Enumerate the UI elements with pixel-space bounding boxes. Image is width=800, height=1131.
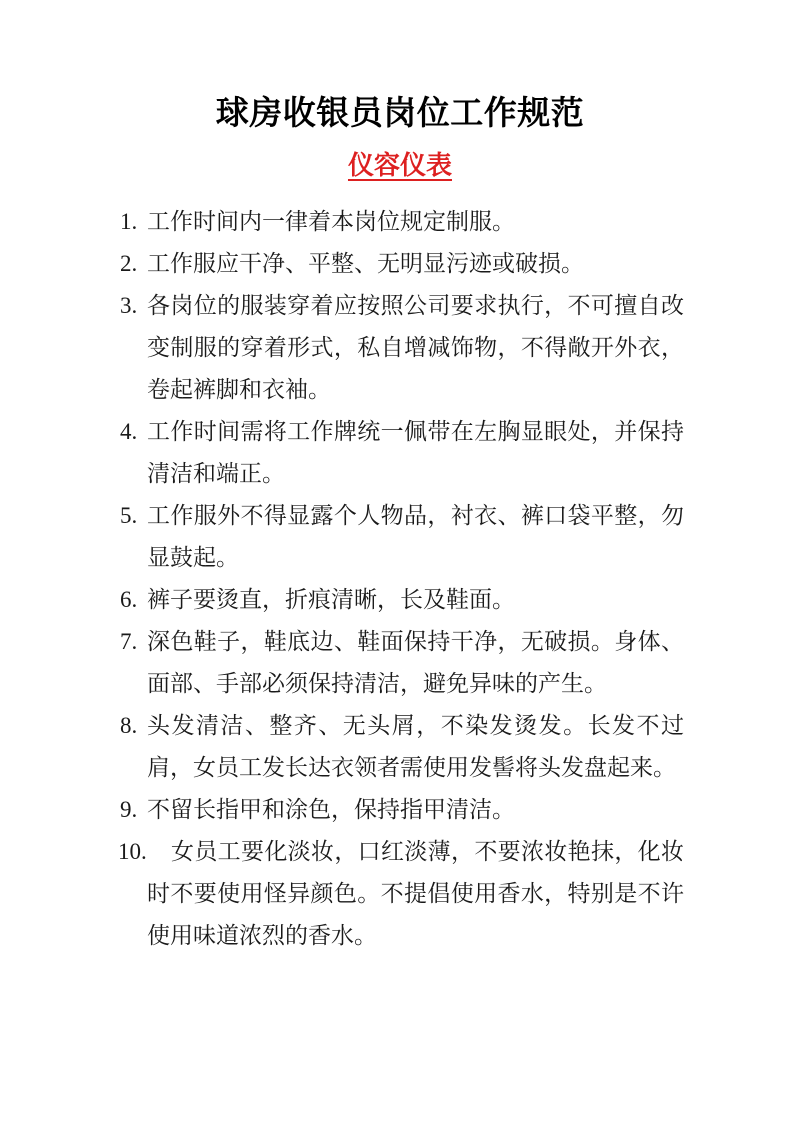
list-item-number: 4. (120, 419, 138, 444)
list-item (120, 411, 684, 495)
list-item-number: 8. (120, 713, 138, 738)
list-item-text: 各岗位的服装穿着应按照公司要求执行，不可擅自改变制服的穿着形式，私自增减饰物，不得敞开外衣，卷起裤脚和衣袖。 (147, 293, 684, 402)
list-item (120, 243, 684, 285)
list-item-text: 裤子要烫直，折痕清晰，长及鞋面。 (147, 587, 515, 612)
document-title: 球房收银员岗位工作规范 (215, 96, 585, 132)
list-item-number: 3. (120, 293, 138, 318)
list-item (120, 621, 684, 705)
list-item-number: 2. (120, 251, 138, 276)
list-item-text: 工作服应干净、平整、无明显污迹或破损。 (147, 251, 584, 276)
list-item-text: 女员工要化淡妆，口红淡薄，不要浓妆艳抹，化妆时不要使用怪异颜色。不提倡使用香水，特别是不许使用味道浓烈的香水。 (147, 839, 684, 948)
list-item (120, 285, 684, 411)
list-item (120, 201, 684, 243)
section-heading: 仪容仪表 (347, 151, 452, 180)
list-item-number: 6. (120, 587, 138, 612)
list-item-text: 工作时间需将工作牌统一佩带在左胸显眼处，并保持清洁和端正。 (147, 419, 684, 486)
list-item-number: 1. (120, 209, 138, 234)
list-item-number: 7. (120, 629, 138, 654)
list-item-text: 不留长指甲和涂色，保持指甲清洁。 (147, 797, 515, 822)
list-item-text: 头发清洁、整齐、无头屑，不染发烫发。长发不过肩，女员工发长达衣领者需使用发髻将头发盘起来。 (147, 713, 684, 780)
list-item (120, 495, 684, 579)
list-item-text: 工作时间内一律着本岗位规定制服。 (147, 209, 515, 234)
list-item-text: 工作服外不得显露个人物品，衬衣、裤口袋平整，勿显鼓起。 (147, 503, 684, 570)
list-item-text: 深色鞋子，鞋底边、鞋面保持干净，无破损。身体、面部、手部必须保持清洁，避免异味的产生。 (147, 629, 684, 696)
list-item (120, 705, 684, 789)
list-item-number: 5. (120, 503, 138, 528)
list-item (120, 579, 684, 621)
rule-list (120, 201, 684, 957)
list-item (120, 789, 684, 831)
list-item-number: 10. (118, 839, 147, 864)
list-item-number: 9. (120, 797, 138, 822)
list-item (120, 831, 684, 957)
